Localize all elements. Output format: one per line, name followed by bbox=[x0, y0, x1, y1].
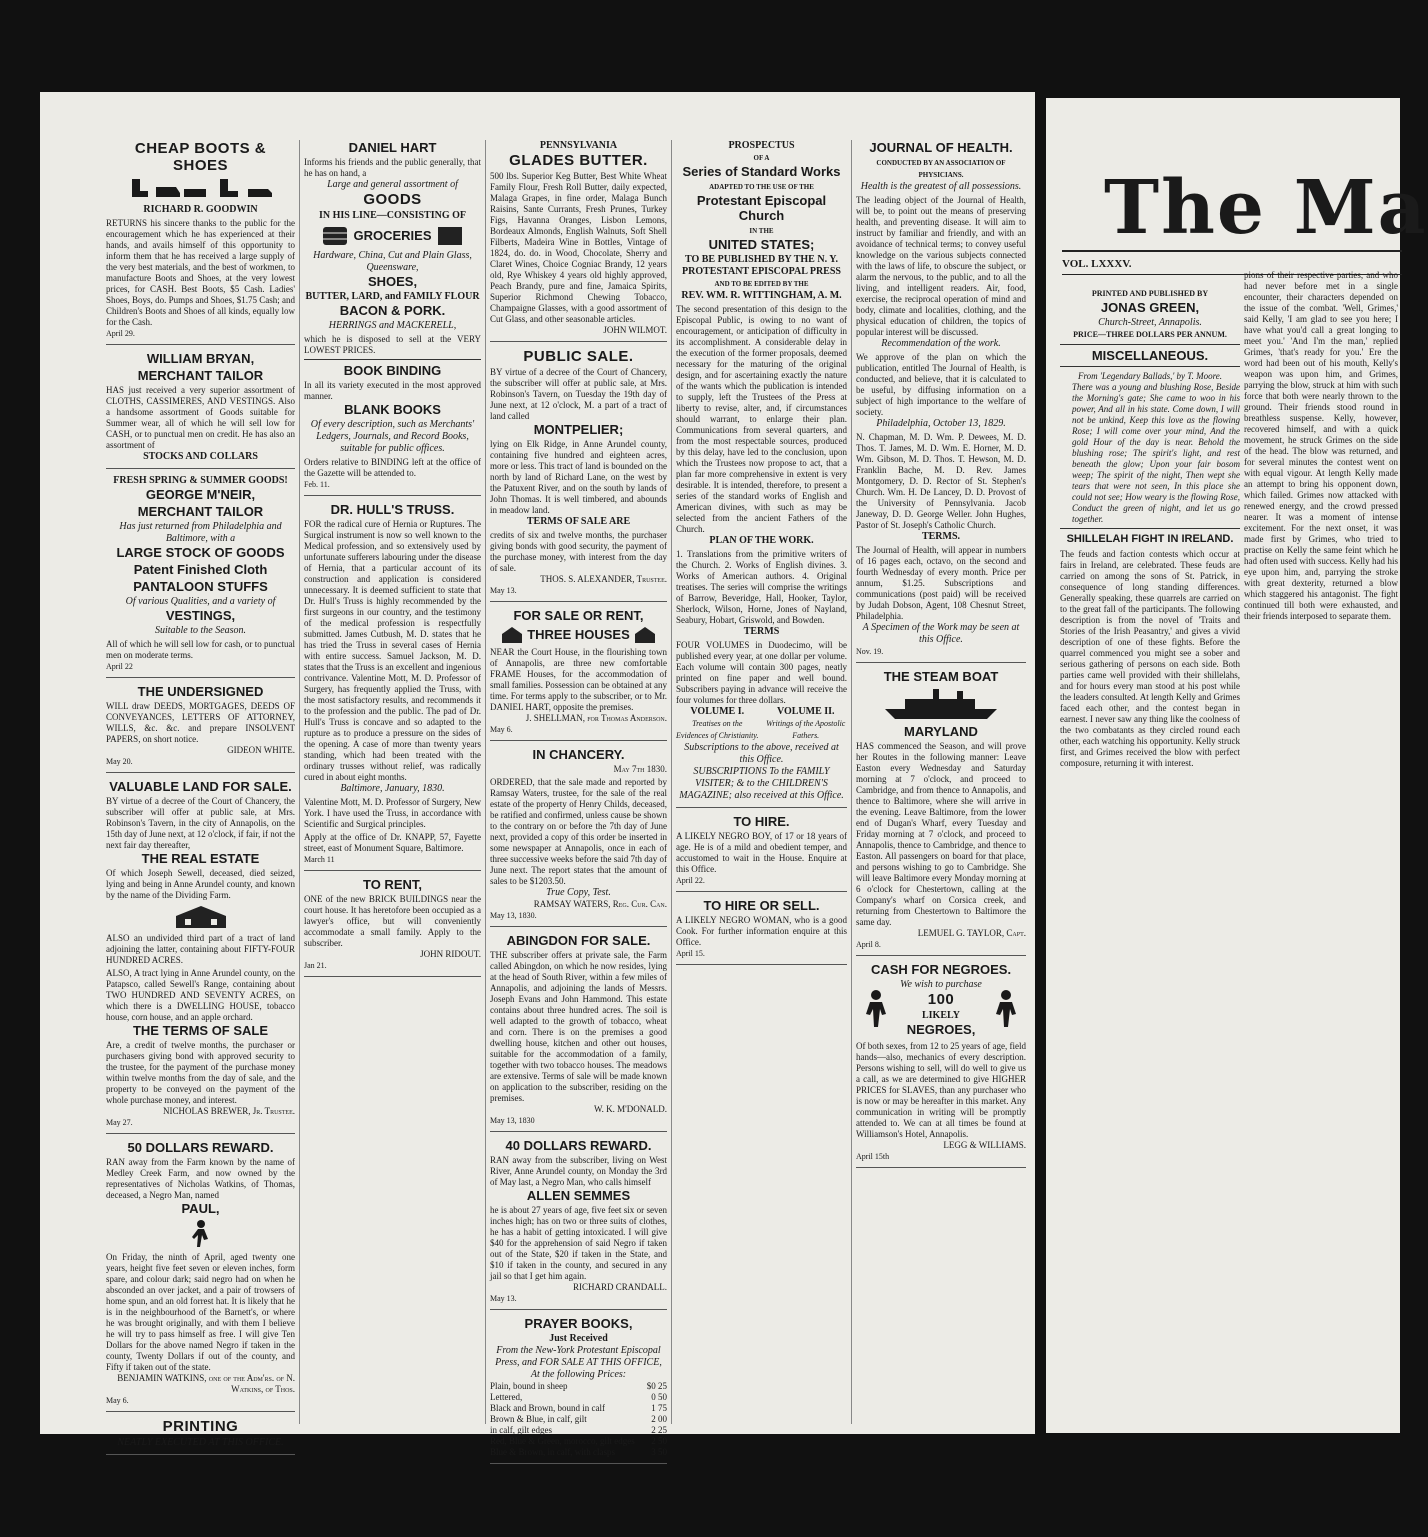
ad-date: April 15. bbox=[676, 949, 705, 958]
divider bbox=[1060, 528, 1240, 529]
ad-signature: RAMSAY WATERS, Reg. Cur. Can. bbox=[533, 899, 667, 909]
ad-signature: W. K. M'DONALD. bbox=[593, 1104, 667, 1114]
ad-title: DR. HULL'S TRUSS. bbox=[330, 502, 455, 517]
ad-date: April 22 bbox=[106, 662, 133, 671]
price-value: 1 75 bbox=[651, 1403, 667, 1413]
ad-tail: which he is disposed to sell at the VERY LOWEST PRICES. bbox=[304, 334, 481, 355]
price-item: Brown & Blue, in calf, gilt bbox=[490, 1414, 587, 1424]
ad-william-bryan bbox=[106, 351, 295, 469]
ad-motto: Health is the greatest of all possessions. bbox=[860, 181, 1022, 192]
ad-signature: THOS. S. ALEXANDER, Trustee. bbox=[540, 574, 667, 584]
ad-apply: Apply at the office of Dr. KNAPP, 57, Fayette street, east of Monument Square, Baltimore. bbox=[304, 832, 481, 853]
ad-date: May 13, 1830 bbox=[490, 1116, 535, 1125]
ad-of-a: OF A bbox=[753, 154, 770, 162]
price-value: $0 25 bbox=[646, 1381, 667, 1391]
ad-title: CASH FOR NEGROES. bbox=[870, 962, 1012, 977]
article-body: The feuds and faction contests which occur at fairs in Ireland, are celebrated. These feuds are carried on among the sons of St. Patrick, in consequence of long standing differences. Generally speaking, these quarrels are carried on to the great fall of the participants. The following description is from the novel of 'Traits and Stories of the Irish Peasantry,' and gives a vivid description of one of these fights. Before the quarrel commenced you might see a sober and serious gathering of persons on each side. Both parties came well provided with their shillelahs, and for hours every man stood at his post while the leaders consulted. At length Kelly and Grimes faced each other, and the contest began in earnest. I never saw any thing like the coolness of the two combatants as they circled round each other, each watching his opportunity. Kelly struck first, and Grimes received the blow with perfect composure, returning it with interest. bbox=[1060, 549, 1240, 768]
ad-forty-dollars-reward bbox=[490, 1138, 667, 1310]
ad-stock: LARGE STOCK OF GOODS bbox=[116, 545, 285, 560]
column-4 bbox=[672, 140, 852, 1424]
price-row bbox=[490, 1436, 667, 1447]
volume-2-label: VOLUME II. bbox=[776, 706, 835, 717]
ad-variety: Of various Qualities, and a variety of bbox=[125, 596, 276, 607]
left-newspaper-page bbox=[40, 92, 1035, 1457]
ad-date: May 27. bbox=[106, 1118, 133, 1127]
ad-terms-title: TERMS. bbox=[921, 531, 961, 542]
ad-likely: LIKELY bbox=[922, 1010, 960, 1021]
ad-ledgers: Of every description, such as Merchants' Ledgers, Journals, and Record Books, suitable for public offices. bbox=[310, 419, 475, 454]
ad-title: Series of Standard Works bbox=[682, 164, 841, 179]
ad-sub: NEATLY EXECUTED AT THIS OFFICE. bbox=[117, 1437, 284, 1448]
price-value: 2 50 bbox=[651, 1436, 667, 1446]
merchant-trade: MERCHANT TAILOR bbox=[137, 504, 264, 519]
ad-body: FOR the radical cure of Hernia or Ruptures. The Surgical instrument is now so well known to the Medical profession, and so extensively used by unfortunate sufferers labouring under the disease of Hernia, that a particular account of its construction and application is considered unnecessary. It is deemed sufficient to state that Dr. Hull's Truss is highly recommended by the first surgeons in our country, and the testimony of the medical profession is respectfully submitted. James Cutbush, M. D. states that he has tried the Truss in several cases of Hernia with entire success. Samuel Jackson, M. D. states that the Truss is an excellent and ingenious contrivance. Valentine Mott, M. D. Professor of Surgery, has frequently applied the Truss, with the most satisfactory results, and recommends it to the profession and the public. The pad of Dr. Hull's Truss is concave and so adapted to the rupture as to produce a pressure on the sides of the opening. A case of more than twenty years standing, which had been treated with the ordinary trusses without relief, was radically cured in about eight months. bbox=[304, 519, 481, 782]
ad-name: PAUL, bbox=[181, 1201, 220, 1216]
ad-title: JOURNAL OF HEALTH. bbox=[869, 140, 1013, 155]
ad-dr-hulls-truss bbox=[304, 502, 481, 871]
ad-name: MONTPELIER; bbox=[533, 422, 624, 437]
ad-title: VALUABLE LAND FOR SALE. bbox=[109, 779, 292, 794]
ad-body: A LIKELY NEGRO BOY, of 17 or 18 years of age. He is of a mild and obedient temper, and accustomed to wait in the House. Enquire at this Office. bbox=[676, 831, 847, 874]
ad-abingdon-for-sale bbox=[490, 933, 667, 1132]
ad-count: 100 bbox=[927, 991, 955, 1008]
price-row bbox=[490, 1447, 667, 1458]
ad-blank-books: BLANK BOOKS bbox=[344, 402, 441, 417]
ad-signature: LEMUEL G. TAYLOR, Capt. bbox=[917, 928, 1026, 938]
ad-editor-line: AND TO BE EDITED BY THE bbox=[714, 280, 809, 288]
ad-signature: J. SHELLMAN, for Thomas Anderson. bbox=[525, 713, 667, 723]
ad-body: ONE of the new BRICK BUILDINGS near the court house. It has heretofore been occupied as a lawyer's office, but will conveniently accommodate a small family. Apply to the subscriber. bbox=[304, 894, 481, 948]
ad-season: Suitable to the Season. bbox=[154, 625, 247, 636]
ad-signature: NICHOLAS BREWER, Jr. Trustee. bbox=[162, 1106, 295, 1116]
ad-plan-title: PLAN OF THE WORK. bbox=[709, 535, 814, 546]
ad-title: TO HIRE OR SELL. bbox=[703, 898, 820, 913]
ad-assortment: Large and general assortment of bbox=[327, 179, 458, 190]
ad-terms-body: The Journal of Health, will appear in numbers of 16 pages each, octavo, on the second and fourth Wednesday of every month. Price per annum, $1.25. Subscriptions and communications (post paid) will be received by Judah Dobson, Agent, 108 Chesnut Street, Philadelphia. bbox=[856, 545, 1026, 621]
ad-george-mcneir bbox=[106, 475, 295, 678]
ad-vestings: VESTINGS, bbox=[165, 608, 236, 623]
ad-name: MARYLAND bbox=[904, 724, 978, 739]
ad-date: May 6. bbox=[490, 725, 513, 734]
price-item: Blue & Brown, in calf, with clasps bbox=[490, 1447, 615, 1457]
article-title: SHILLELAH FIGHT IN IRELAND. bbox=[1066, 533, 1234, 545]
ad-fifty-dollars-reward bbox=[106, 1140, 295, 1412]
ad-bacon: BACON & PORK. bbox=[339, 303, 446, 318]
ad-sub: THREE HOUSES bbox=[527, 626, 630, 642]
ad-date: March 11 bbox=[304, 855, 335, 864]
ad-signature: RICHARD CRANDALL. bbox=[572, 1282, 667, 1292]
ad-body: Of both sexes, from 12 to 25 years of age, field hands—also, mechanics of every description. Persons wishing to sell, will do well to give us a call, as we are determined to give HIGHER PRICES for SLAVES, than any purchaser who is now or may be hereafter in this market. Any communication in writing will be promptly attended to. We can at all times be found at Williamson's Hotel, Annapolis. bbox=[856, 1041, 1026, 1139]
volume-2 bbox=[765, 706, 848, 742]
ad-binding-body: In all its variety executed in the most approved manner. bbox=[304, 380, 481, 401]
ad-mott: Valentine Mott, M. D. Professor of Surgery, New York. I have used the Truss, in accordance with Scientific and Surgical principles. bbox=[304, 797, 481, 829]
ad-title: 50 DOLLARS REWARD. bbox=[127, 1140, 274, 1155]
column-5 bbox=[852, 140, 1030, 1424]
price-row bbox=[490, 1425, 667, 1436]
ad-rec-body: We approve of the plan on which the publication, entitled The Journal of Health, is conducted, and believe, that it is calculated to be useful, by diffusing information on a subject of high importance to the welfare of society. bbox=[856, 352, 1026, 417]
ad-goods: GOODS bbox=[363, 191, 422, 208]
ad-estate-body: Of which Joseph Sewell, deceased, died seized, lying and being in Anne Arundel county, and known by the name of the Dividing Farm. bbox=[106, 868, 295, 900]
ad-prospectus bbox=[676, 140, 847, 808]
ad-title: ABINGDON FOR SALE. bbox=[506, 933, 651, 948]
ad-date: Nov. 19. bbox=[856, 647, 884, 656]
ad-body-2: lying on Elk Ridge, in Anne Arundel county, containing five hundred and eighteen acres, more or less. This tract of land is bounded on the north by land of Richard Lane, on the west by the Patuxent River, and on the south by lands of John Thomas. It is well timbered, and abounds in meadow land. bbox=[490, 439, 667, 515]
volume-2-title: Writings of the Apostolic Fathers. bbox=[766, 719, 846, 740]
ad-items: 500 lbs. Superior Keg Butter, Best White Wheat Family Flour, Fresh Roll Butter, daily expected, Malaga Grapes, in fine order, Malaga Bunch Raisins, Sante Currants, Fresh Prunes, Turkey Figs, Havanna Oranges, Lisbon Lemons, Bordeaux Almonds, English Walnuts, Soft Shell Filberts, Madeira Wine in Bottles, Vintage of 1824, do. do. in Wood, Chocolate, Sherry and Claret Wines, Choice Cogniac Brandy, 12 years old, Rye Whiskey 4 years old highly approved, Peach Brandy, pure and fine, Jamaica Spirits, Superior Richmond Chewing Tobacco, Champaigne Glasses, with a good assortment of Cut Glass, and other seasonable articles. bbox=[490, 171, 667, 324]
ad-title: PUBLIC SALE. bbox=[523, 348, 634, 365]
ad-signature: BENJAMIN WATKINS, one of the Adm'rs. of N. Watkins, of Thos. bbox=[117, 1373, 295, 1394]
ad-title: TO RENT, bbox=[363, 877, 422, 892]
publisher-name: JONAS GREEN, bbox=[1100, 300, 1200, 315]
ad-terms-title: TERMS OF SALE ARE bbox=[526, 516, 631, 527]
ad-boots-shoes bbox=[106, 140, 295, 345]
price-item: Lettered, bbox=[490, 1392, 523, 1402]
ad-names: N. Chapman, M. D. Wm. P. Dewees, M. D. Thos. T. James, M. D. Wm. E. Horner, M. D. Wm. Gibson, M. D. Thos. T. Hewson, M. D. Franklin Bache, M. D. Rev. James Montgomery, D. D. Rector of St. Stephen's Church. Wm. H. De Lancey, D. D. Provost of the University of Pennsylvania. Jacob Janeway, D. D. George Weller. John Hughes, Pastor of St. Joseph's Catholic Church. bbox=[856, 432, 1026, 530]
column-2 bbox=[300, 140, 486, 1424]
ad-date: Jan 21. bbox=[304, 961, 327, 970]
divider bbox=[1060, 344, 1240, 345]
volume-1 bbox=[676, 706, 759, 742]
ad-line: IN HIS LINE—CONSISTING OF bbox=[319, 210, 466, 221]
price-value: 2 00 bbox=[651, 1414, 667, 1424]
boots-illustration bbox=[106, 177, 295, 201]
ad-body: HAS commenced the Season, and will prove her Routes in the following manner: Leave Easton every Wednesday and Saturday morning at 7 o'clock, and proceed to Cambridge, and from thence to Annapolis, and thence to Baltimore, where she will arrive in the evening. Leave Baltimore, from the lower end of Dugan's Wharf, every Tuesday and Friday morning at 7 o'clock, and proceed to Annapolis, thence to Cambridge, and thence to Easton. All passengers on board for that place, and persons wishing to go to Cambridge. She will leave Baltimore every Monday morning at 6 o'clock for Chestertown, calling at the Company's wharf on Corsica creek, and returning from Chestertown to Baltimore the same day. bbox=[856, 741, 1026, 927]
ad-terms-body: credits of six and twelve months, the purchaser giving bonds with good security, the payment of the purchase money, with interest from the day of sale. bbox=[490, 530, 667, 573]
ad-date: April 29. bbox=[106, 329, 135, 338]
figure-icon bbox=[856, 989, 896, 1029]
ad-valuable-land bbox=[106, 779, 295, 1134]
right-column-1 bbox=[1060, 288, 1240, 1427]
ad-date: April 8. bbox=[856, 940, 881, 949]
ad-body-2: he is about 27 years of age, five feet six or seven inches high; has on two or three suits of clothes, he has a habit of getting intoxicated. I will give $40 for the apprehension of said Negro if taken out of the State, $20 if taken in the State, and $10 if taken in the county, and secured in any jail so that I get him again. bbox=[490, 1205, 667, 1281]
ad-date: May 13. bbox=[490, 586, 517, 595]
ad-copy: True Copy, Test. bbox=[546, 887, 611, 898]
ad-title: THE STEAM BOAT bbox=[883, 669, 999, 684]
ad-title: CHEAP BOOTS & SHOES bbox=[134, 140, 267, 174]
volume-row bbox=[676, 706, 847, 742]
ad-conducted: CONDUCTED BY AN ASSOCIATION OF PHYSICIANS. bbox=[876, 159, 1006, 179]
ad-body: ORDERED, that the sale made and reported by Ramsay Waters, trustee, for the sale of the real estate of the property of Henry Childs, deceased, be ratified and confirmed, unless cause be shown to the contrary on or before the 7th day of June next, provided a copy of this order be inserted in some newspaper at Annapolis, once in each of three successive weeks before the said 7th day of June next. The report states that the amount of sales to be $1203.50. bbox=[490, 777, 667, 886]
ad-also-2: ALSO, A tract lying in Anne Arundel county, on the Patapsco, called Sewell's Range, containing about TWO HUNDRED AND SEVENTY ACRES, on which there is a DWELLING HOUSE, tobacco house, corn house, and an apple orchard. bbox=[106, 968, 295, 1022]
ad-intro: Informs his friends and the public generally, that he has on hand, a bbox=[304, 157, 481, 178]
ad-rec-title: Recommendation of the work. bbox=[881, 338, 1001, 349]
ad-daniel-hart bbox=[304, 140, 481, 496]
ad-body: A LIKELY NEGRO WOMAN, who is a good Cook. For further information enquire at this Office. bbox=[676, 915, 847, 947]
subscription-price: PRICE—THREE DOLLARS PER ANNUM. bbox=[1073, 330, 1227, 339]
column-1 bbox=[102, 140, 300, 1448]
steamboat-illustration bbox=[856, 687, 1026, 721]
ad-to-rent bbox=[304, 877, 481, 977]
ad-in-the: IN THE bbox=[749, 227, 774, 235]
divider bbox=[304, 359, 481, 360]
ad-body: From the New-York Protestant Episcopal Press, and FOR SALE AT THIS OFFICE, At the following Prices: bbox=[495, 1345, 662, 1380]
price-value: 0 50 bbox=[651, 1392, 667, 1402]
ad-prayer-books bbox=[490, 1316, 667, 1464]
article-continued: pions of their respective parties, and who had never before met in a single encounter, their characters depended on the issue of the combat. 'Well, Grimes,' said Kelly, 'I am glad to see you here; I have what you'd call a great longing to meet you.' 'And I'm the man,' replied Grimes, 'that's ready for you.' Ere the word had been out of his mouth, Kelly's weapon was upon him, and Grimes, parrying the blow, struck at him with such force that both were nearly thrown to the ground. Their friends stood round in breathless suspense. Kelly, however, recovered himself, and with a quick movement, he struck Grimes on the side of the head. The blow was returned, and for several minutes the contest went on with equal vigour. At length Kelly made an attempt to bring his opponent down, which failed. Grimes now attacked with renewed energy, and the crowd pressed nearer. It was a moment of intense excitement. For the next onset, it was made first by Grimes, who tried to practise on Kelly the same feint which he had often used with success. Kelly had his eye upon him, and, parrying the stroke with great dexterity, returned a blow which staggered his antagonist. The fight continued till both were exhausted, and their friends interposed to separate them. bbox=[1244, 270, 1398, 621]
volume-number: VOL. LXXXV. bbox=[1062, 258, 1132, 270]
ad-banner: FRESH SPRING & SUMMER GOODS! bbox=[113, 475, 288, 486]
ad-name: ALLEN SEMMES bbox=[526, 1188, 631, 1203]
barrel-illustration bbox=[304, 225, 481, 247]
ad-extra: STOCKS AND COLLARS bbox=[143, 451, 258, 462]
ad-body: HAS just received a very superior assortment of CLOTHS, CASSIMERES, AND VESTINGS. Also a handsome assortment of Goods suitable for Summer wear, all of which he will sell low for CASH, or to punctual men on credit. He has also an assortment of bbox=[106, 385, 295, 450]
ad-title: THE UNDERSIGNED bbox=[137, 684, 264, 699]
ad-date: May 20. bbox=[106, 757, 133, 766]
ad-body: All of which he will sell low for cash, or to punctual men on moderate terms. bbox=[106, 639, 295, 660]
ad-date: Feb. 11. bbox=[304, 480, 330, 489]
ad-fish: HERRINGS and MACKERELL, bbox=[328, 320, 457, 331]
ad-terms-title: TERMS bbox=[743, 626, 780, 637]
merchant-trade: MERCHANT TAILOR bbox=[137, 368, 264, 383]
publisher-address: Church-Street, Annapolis. bbox=[1098, 317, 1202, 328]
ad-ware: Hardware, China, Cut and Plain Glass, Queensware, bbox=[313, 250, 472, 273]
ad-body: The second presentation of this design to the Episcopal Public, is owing to no want of encouragement, or anticipation of difficulty in its accomplishment. A considerable delay in the execution of the former proposals, deemed necessary for the maturing of the original design, and for ascertaining exactly the nature of the wants which the publication is intended to supply, left the Trustees of the Press at liberty to revise, alter, and, if circumstances should warrant, to enlarge their plan. Communications from several quarters, and from the most respectable sources, produced by this delay, have led to the conclusion, upon which the Trustees now propose to act, that a plan far more comprehensive in extent is very desirable. It is intended, therefore, to present a series of the standard works of English and American divines, with such as may be selected from the ancient Fathers of the Church. bbox=[676, 304, 847, 534]
houses-banner bbox=[490, 626, 667, 644]
runaway-figure-icon bbox=[106, 1219, 295, 1249]
price-row bbox=[490, 1403, 667, 1414]
price-item: Red, Blue & Green, morocco, gilt edges bbox=[490, 1436, 635, 1446]
ad-in-chancery bbox=[490, 747, 667, 927]
ad-date: April 22. bbox=[676, 876, 705, 885]
ad-editor: REV. WM. R. WITTINGHAM, A. M. bbox=[681, 290, 842, 301]
ad-specimen: A Specimen of the Work may be seen at this Office. bbox=[862, 622, 1020, 645]
price-row bbox=[490, 1392, 667, 1403]
printed-by: PRINTED AND PUBLISHED BY bbox=[1091, 289, 1209, 298]
ad-journal-of-health bbox=[856, 140, 1026, 663]
ad-date-head: May 7th 1830. bbox=[613, 764, 667, 774]
ad-cash-for-negroes bbox=[856, 962, 1026, 1168]
ad-body: BY virtue of a decree of the Court of Chancery, the subscriber will offer at public sale, at Mrs. Robinson's Tavern, in the city of Annapolis, on the 15th day of June next, at 12 o'clock, if fair, if not the next fair day thereafter, bbox=[106, 796, 295, 850]
ad-body: THE subscriber offers at private sale, the Farm called Abingdon, on which he now resides, lying at the head of South River, within a few miles of Annapolis, and adjoining the lands of Messrs. Joseph Evans and John Hammond. This estate contains about three hundred acres. The soil is well adapted to the growth of tobacco, wheat and corn. There is on the premises a good dwelling house, kitchen and other out houses, suitable for the accommodation of a family, together with two tobacco houses. The meadows are extensive. Terms of sale will be made known on application to the subscriber, residing on the premises. bbox=[490, 950, 667, 1103]
price-item: Black and Brown, bound in calf bbox=[490, 1403, 605, 1413]
masthead-title: The Ma bbox=[1104, 165, 1428, 251]
merchant-name: GEORGE M'NEIR, bbox=[145, 487, 256, 502]
ad-family-visiter: SUBSCRIPTIONS To the FAMILY VISITER; & to the CHILDREN'S MAGAZINE; also received at this Office. bbox=[679, 766, 844, 801]
volume-1-label: VOLUME I. bbox=[690, 706, 745, 717]
ad-terms-body: Are, a credit of twelve months, the purchaser or purchasers giving bond with approved security to the trustee, for the payment of the purchase money within twelve months from the day of sale, and the property to be conveyed on the payment of the whole purchase money, and interest. bbox=[106, 1040, 295, 1105]
ad-body: RETURNS his sincere thanks to the public for the encouragement which he has experienced at their hands, and avails himself of this opportunity to inform them that he has received a large supply of the very best materials, and the best of workmen, to manufacture Boots and Shoes, at the very lowest prices, for CASH. Best Boots, $5 Cash. Ladies' Shoes, Boys, do. Pumps and Shoes, $1.75 Cash; and Children's Boots and Shoes of all kinds, equally low for the Cash. bbox=[106, 218, 295, 327]
ad-title: TO HIRE. bbox=[733, 814, 790, 829]
ad-date: May 13, 1830. bbox=[490, 911, 537, 920]
ad-binding-title: BOOK BINDING bbox=[343, 363, 442, 378]
ad-subscriptions: Subscriptions to the above, received at this Office. bbox=[684, 742, 839, 765]
ad-plan-body: 1. Translations from the primitive writers of the Church. 2. Works of English divines. 3. Works of American authors. 4. Original treatises. The series will comprise the writings of Barrow, Beveridge, Hall, Hooker, Taylor, Sherlock, Wilson, Horne, Jones of Nayland, Seabury, Hobart, Griswold, and Bowden. bbox=[676, 549, 847, 625]
ad-signature: LEGG & WILLIAMS. bbox=[943, 1140, 1026, 1150]
ad-body: The leading object of the Journal of Health, will be, to point out the means of preserving health, and preventing disease. It will aim to instruct by familiar and friendly, and with an avoidance of technical terms; to convey useful knowledge on the various subjects connected with the laws of life, to obscure the subject, or alarm the nervous, to the public, and to all the living, and intelligent readers. Air, food, exercise, the reciprocal operation of mind and body, climate and localities, clothing, and the physical education of children, the topics of popular interest will be discussed. bbox=[856, 195, 1026, 337]
ad-body: WILL draw DEEDS, MORTGAGES, DEEDS OF CONVEYANCES, LETTERS OF ATTORNEY, WILLS, &c. &c. and prepare INSOLVENT PAPERS, on short notice. bbox=[106, 701, 295, 744]
ad-body: RAN away from the Farm known by the name of Medley Creek Farm, and now owned by the representatives of Nicholas Watkins, of Thomas, deceased, a Negro Man, named bbox=[106, 1157, 295, 1200]
ad-title: FOR SALE OR RENT, bbox=[513, 608, 644, 623]
ad-undersigned bbox=[106, 684, 295, 773]
ad-orders: Orders relative to BINDING left at the office of the Gazette will be attended to. bbox=[304, 457, 481, 478]
right-newspaper-page bbox=[1046, 98, 1428, 1433]
ad-title: PRAYER BOOKS, bbox=[524, 1316, 633, 1331]
poem-text: There was a young and blushing Rose, Beside the Morning's gate; She came to woo in his power, And all in his state. Come down, I will not be unkind, Keep this love as the flowing Rose; I will come over your mind, And the gold Hour of the day is near. Behold the blushing rose; The spirit's light, and rest beneath the glow; Upon your fair bosom weep; The spirit of the night, Then wept she tears that were not seen, In this place she could not see; How weary is the flowing Rose, Conduct the green of night, and let us go together. bbox=[1072, 382, 1240, 524]
ad-city: Philadelphia, October 13, 1829. bbox=[876, 418, 1006, 429]
ad-negroes: NEGROES, bbox=[906, 1022, 976, 1037]
ad-body-2: On Friday, the ninth of April, aged twenty one years, height five feet seven or eleven inches, form spare, and colour dark; said negro had on when he absconded an over jacket, and a pair of trowsers of home spun, and an old forrest hat. It is likely that he is in the neighbourhood of the Barnett's, or where he was brought originally, and with them I believe he will try to pass himself as free. I will give Ten Dollars for the above named Negro if taken in the county, Twenty Dollars if out of the county, and Fifty if taken out of the state. bbox=[106, 1252, 295, 1372]
ad-public-sale bbox=[490, 348, 667, 602]
ad-terms-body: FOUR VOLUMES in Duodecimo, will be published every year, at one dollar per volume. Each volume will contain 300 pages, neatly printed on fine paper and well bound. Subscribers paying in advance will receive the four volumes for three dollars. bbox=[676, 640, 847, 705]
ad-title: IN CHANCERY. bbox=[532, 747, 625, 762]
ad-groceries: GROCERIES bbox=[353, 227, 432, 243]
price-value: 3 50 bbox=[651, 1447, 667, 1457]
volume-1-title: Treatises on the Evidences of Christianity. bbox=[676, 719, 759, 740]
ad-glades-butter bbox=[490, 140, 667, 342]
price-value: 2 25 bbox=[651, 1425, 667, 1435]
ad-date: April 15th bbox=[856, 1152, 890, 1161]
ad-butter: BUTTER, LARD, and FAMILY FLOUR bbox=[305, 291, 480, 302]
section-title: MISCELLANEOUS. bbox=[1091, 348, 1209, 363]
ad-terms-title: THE TERMS OF SALE bbox=[132, 1023, 269, 1038]
cash-banner bbox=[856, 979, 1026, 1039]
ad-label: PROSPECTUS bbox=[728, 140, 795, 151]
ad-region: PENNSYLVANIA bbox=[539, 140, 618, 151]
ad-date: May 13. bbox=[490, 1294, 517, 1303]
poem-source: From 'Legendary Ballads,' by T. Moore. bbox=[1078, 371, 1222, 381]
ad-three-houses bbox=[490, 608, 667, 741]
ad-to-hire bbox=[676, 814, 847, 892]
ad-intro: Has just returned from Philadelphia and Baltimore, with a bbox=[119, 521, 282, 544]
merchant-name: WILLIAM BRYAN, bbox=[146, 351, 255, 366]
price-item: Plain, bound in sheep bbox=[490, 1381, 568, 1391]
column-3 bbox=[486, 140, 672, 1457]
ad-also-1: ALSO an undivided third part of a tract of land adjoining the latter, containing about FIFTY-FOUR HUNDRED ACRES. bbox=[106, 933, 295, 965]
merchant-name: RICHARD R. GOODWIN bbox=[143, 204, 258, 215]
ad-body: NEAR the Court House, in the flourishing town of Annapolis, are three new comfortable FRAME Houses, for the accommodation of small families. Possession can be obtained at any time. For terms apply to the subscriber, or to Mr. DANIEL HART, opposite the premises. bbox=[490, 647, 667, 712]
ad-signature: GIDEON WHITE. bbox=[227, 745, 295, 755]
divider bbox=[1060, 366, 1240, 367]
ad-signature: JOHN WILMOT. bbox=[603, 325, 667, 335]
house-illustration bbox=[106, 904, 295, 930]
ad-date: May 6. bbox=[106, 1396, 129, 1405]
right-column-2 bbox=[1244, 270, 1398, 1427]
ad-country: UNITED STATES; bbox=[708, 237, 815, 252]
price-item: in calf, gilt edges bbox=[490, 1425, 552, 1435]
ad-title: GLADES BUTTER. bbox=[509, 152, 648, 169]
ad-steam-boat bbox=[856, 669, 1026, 956]
ad-cloth: Patent Finished Cloth bbox=[133, 562, 268, 577]
ad-sub: Just Received bbox=[549, 1333, 608, 1344]
ad-adapted: ADAPTED TO THE USE OF THE bbox=[709, 183, 814, 191]
ad-title: PRINTING bbox=[162, 1418, 239, 1435]
ad-shoes: SHOES, bbox=[367, 274, 418, 289]
price-row bbox=[490, 1381, 667, 1392]
ad-pantaloon: PANTALOON STUFFS bbox=[133, 579, 268, 594]
ad-signature: JOHN RIDOUT. bbox=[420, 949, 481, 959]
ad-body: BY virtue of a decree of the Court of Chancery, the subscriber will offer at public sale, at Mrs. Robinson's Tavern, on Tuesday the 19th day of June next, at 12 o'clock, M. a part of a tract of land called bbox=[490, 367, 667, 421]
ad-wish: We wish to purchase bbox=[900, 979, 982, 990]
ad-title: 40 DOLLARS REWARD. bbox=[505, 1138, 652, 1153]
price-row bbox=[490, 1414, 667, 1425]
ad-city: Baltimore, January, 1830. bbox=[340, 783, 445, 794]
ad-body: RAN away from the subscriber, living on West River, Anne Arundel county, on Monday the 3rd of May last, a Negro Man, who calls himself bbox=[490, 1155, 667, 1187]
ad-estate-title: THE REAL ESTATE bbox=[141, 851, 260, 866]
ad-printing bbox=[106, 1418, 295, 1455]
figure-icon bbox=[986, 989, 1026, 1029]
ad-publisher: TO BE PUBLISHED BY THE N. Y. PROTESTANT EPISCOPAL PRESS bbox=[682, 254, 841, 277]
merchant-name: DANIEL HART bbox=[348, 140, 437, 155]
ad-church: Protestant Episcopal Church bbox=[696, 193, 827, 223]
ad-to-hire-or-sell bbox=[676, 898, 847, 965]
